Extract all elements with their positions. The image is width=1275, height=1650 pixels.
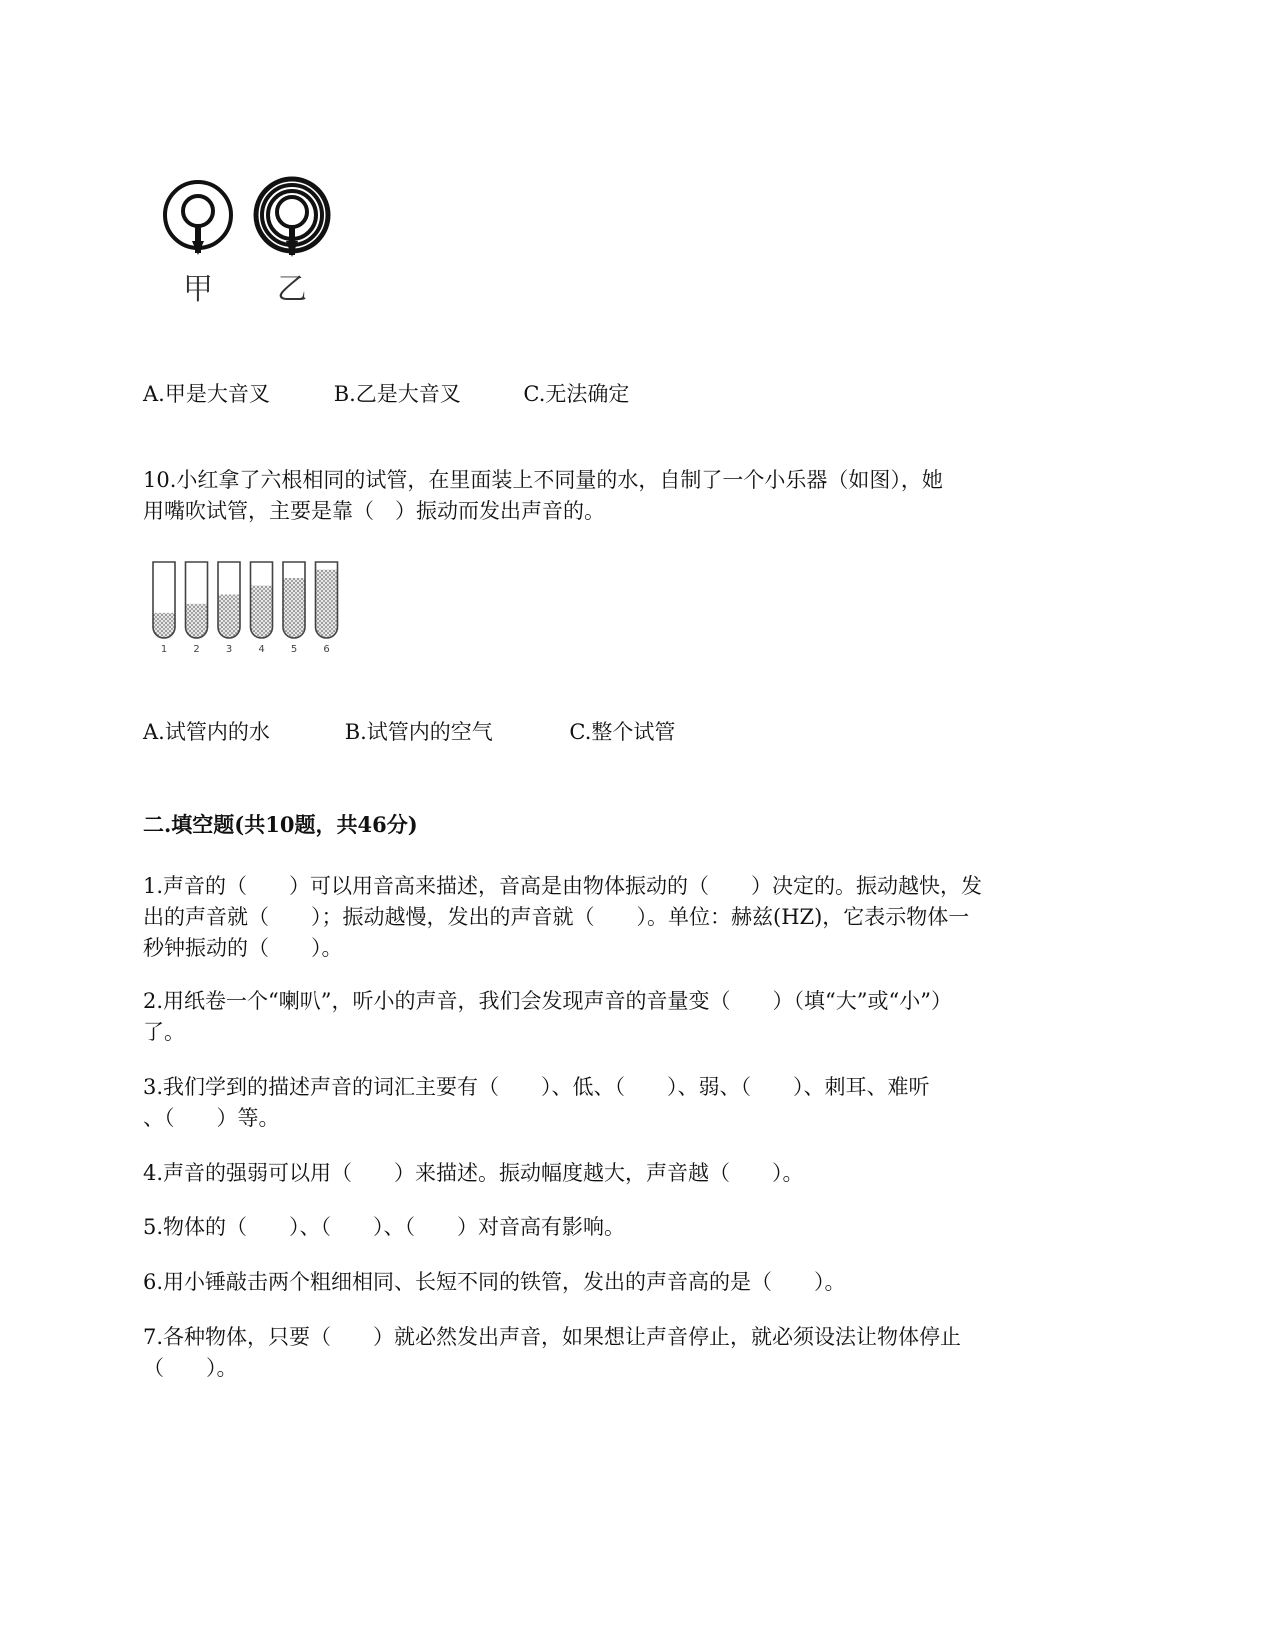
q10-stem-line-2: 用嘴吹试管，主要是靠（ ）振动而发出声音的。 — [143, 499, 605, 523]
q9-options — [143, 378, 629, 410]
test-tube-2 — [186, 562, 208, 655]
tube-number-2: 2 — [193, 644, 200, 655]
test-tube-1 — [153, 562, 175, 655]
fill-q1-line-1: 1.声音的（ ）可以用音高来描述，音高是由物体振动的（ ）决定的。振动越快，发 — [143, 874, 983, 898]
q9-option-c[interactable]: C.无法确定 — [523, 382, 630, 406]
fill-q5-line-1: 5.物体的（ ）、（ ）、（ ）对音高有影响。 — [143, 1215, 626, 1239]
test-tube-5 — [283, 562, 305, 655]
tube-number-6: 6 — [323, 644, 330, 655]
fill-q2-line-1: 2.用纸卷一个“喇叭”，听小的声音，我们会发现声音的音量变（ ）（填“大”或“小”） — [143, 989, 952, 1013]
tube-number-4: 4 — [258, 644, 265, 655]
label-yi: 乙 — [277, 272, 307, 307]
fill-q3-line-1: 3.我们学到的描述声音的词汇主要有（ ）、低、（ ）、弱、（ ）、刺耳、难听 — [143, 1075, 930, 1099]
label-jia: 甲 — [183, 272, 213, 307]
tube-number-1: 1 — [160, 644, 168, 655]
q10-options — [143, 716, 675, 748]
fill-q7-line-1: 7.各种物体，只要（ ）就必然发出声音，如果想让声音停止，就必须设法让物体停止 — [143, 1325, 962, 1349]
tuning-fork-yi-icon — [256, 179, 328, 257]
tuning-fork-figure — [150, 175, 350, 315]
q10-option-c[interactable]: C.整个试管 — [569, 720, 676, 744]
test-tube-6 — [316, 562, 338, 655]
q9-option-a[interactable]: A.甲是大音叉 — [143, 382, 270, 406]
tube-water-3 — [218, 595, 240, 638]
q9-option-b[interactable]: B.乙是大音叉 — [333, 382, 461, 406]
tuning-fork-jia-icon — [165, 182, 231, 255]
tube-water-5 — [283, 578, 305, 638]
fill-q1-line-2: 出的声音就（ ）；振动越慢，发出的声音就（ ）。单位：赫兹(HZ)，它表示物体一 — [143, 905, 970, 929]
test-tube-4 — [251, 562, 273, 655]
test-tubes-figure — [145, 558, 355, 658]
fill-q7-line-2: （ ）。 — [143, 1356, 238, 1380]
test-tube-3 — [218, 562, 240, 655]
tube-number-3: 3 — [225, 644, 233, 655]
fill-q1-line-3: 秒钟振动的（ ）。 — [143, 936, 343, 960]
tube-water-2 — [186, 604, 208, 638]
fill-q3-line-2: 、（ ）等。 — [143, 1106, 280, 1130]
fill-q4-line-1: 4.声音的强弱可以用（ ）来描述。振动幅度越大，声音越（ ）。 — [143, 1161, 804, 1185]
q10-option-a[interactable]: A.试管内的水 — [143, 720, 270, 744]
fill-q2-line-2: 了。 — [143, 1020, 185, 1044]
q10-stem-line-1: 10.小红拿了六根相同的试管，在里面装上不同量的水，自制了一个小乐器（如图），她 — [143, 468, 943, 492]
q10-option-b[interactable]: B.试管内的空气 — [344, 720, 493, 744]
tube-water-6 — [316, 570, 338, 638]
section-2-heading: 二.填空题(共10题，共46分) — [143, 812, 418, 837]
fill-q6-line-1: 6.用小锤敲击两个粗细相同、长短不同的铁管，发出的声音高的是（ ）。 — [143, 1270, 846, 1294]
tube-water-4 — [251, 586, 273, 638]
tube-number-5: 5 — [290, 644, 298, 655]
